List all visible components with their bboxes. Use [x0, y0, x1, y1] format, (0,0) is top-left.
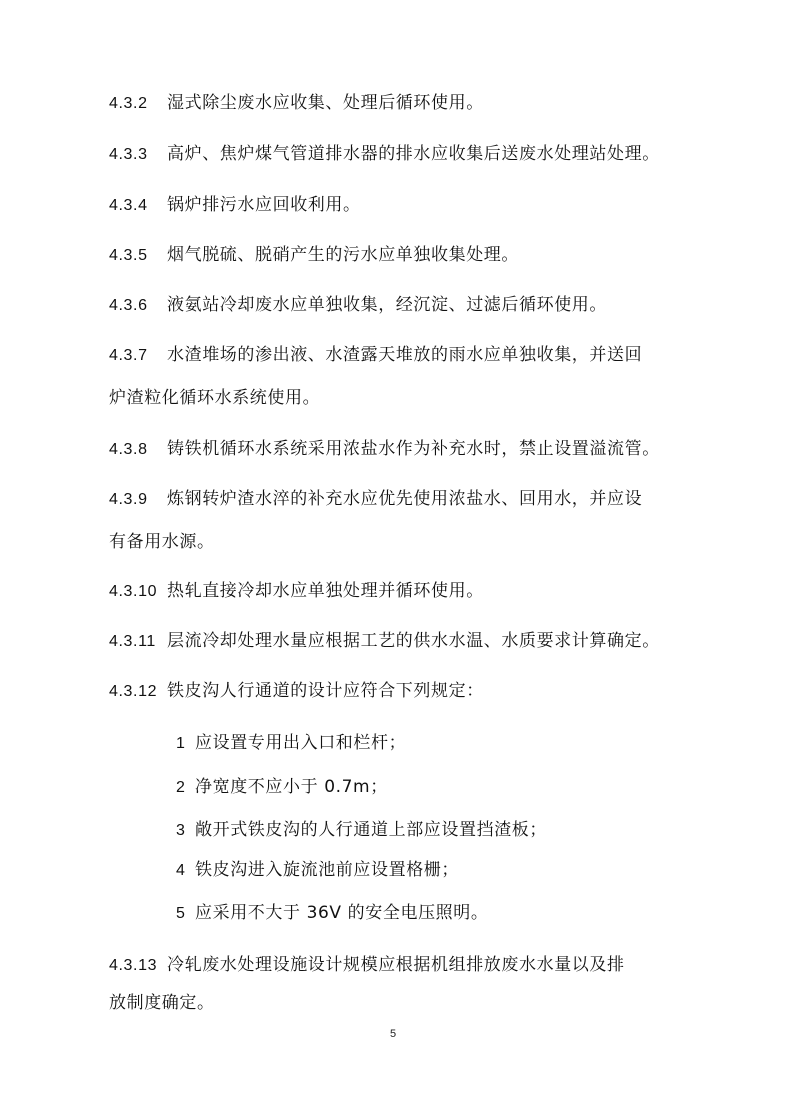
clause-text: 烟气脱硫、脱硝产生的污水应单独收集处理。 — [167, 245, 519, 265]
clause-number: 4.3.2 — [109, 95, 148, 112]
list-item — [176, 731, 406, 756]
clause-text: 热轧直接冷却水应单独处理并循环使用。 — [167, 581, 484, 601]
list-item-number: 1 — [176, 735, 186, 752]
clause-text: 铁皮沟人行通道的设计应符合下列规定： — [167, 681, 484, 701]
list-item-number: 5 — [176, 905, 186, 922]
list-item-text: 敞开式铁皮沟的人行通道上部应设置挡渣板； — [195, 820, 547, 840]
clause-text: 高炉、焦炉煤气管道排水器的排水应收集后送废水处理站处理。 — [167, 144, 660, 164]
clause-text: 湿式除尘废水应收集、处理后循环使用。 — [167, 93, 484, 113]
clause-number: 4.3.12 — [109, 683, 158, 700]
clause-4-3-13 — [109, 953, 625, 978]
list-item-number: 4 — [176, 862, 186, 879]
clause-text: 冷轧废水处理设施设计规模应根据机组排放废水水量以及排 — [167, 955, 625, 975]
list-item-text: 应设置专用出入口和栏杆； — [195, 733, 407, 753]
list-item-number: 2 — [176, 779, 186, 796]
clause-4-3-2 — [109, 91, 484, 116]
clause-text: 液氨站冷却废水应单独收集，经沉淀、过滤后循环使用。 — [167, 295, 607, 315]
list-item-text: 净宽度不应小于 0.7m； — [195, 777, 388, 797]
clause-number: 4.3.4 — [109, 197, 148, 214]
clause-4-3-3 — [109, 142, 660, 167]
clause-number: 4.3.3 — [109, 146, 148, 163]
clause-4-3-5 — [109, 243, 519, 268]
list-item — [176, 858, 459, 883]
clause-4-3-7 — [109, 343, 642, 368]
clause-number: 4.3.13 — [109, 957, 158, 974]
clause-text: 铸铁机循环水系统采用浓盐水作为补充水时，禁止设置溢流管。 — [167, 439, 660, 459]
list-item — [176, 775, 388, 800]
clause-text: 炼钢转炉渣水淬的补充水应优先使用浓盐水、回用水，并应设 — [167, 489, 643, 509]
clause-number: 4.3.9 — [109, 491, 148, 508]
clause-text: 层流冷却处理水量应根据工艺的供水水温、水质要求计算确定。 — [167, 631, 660, 651]
list-item — [176, 901, 488, 926]
clause-number: 4.3.8 — [109, 441, 148, 458]
clause-text: 锅炉排污水应回收利用。 — [167, 195, 361, 215]
list-item — [176, 818, 547, 843]
clause-number: 4.3.6 — [109, 297, 148, 314]
list-item-number: 3 — [176, 822, 186, 839]
clause-number: 4.3.7 — [109, 347, 148, 364]
clause-text: 水渣堆场的渗出液、水渣露天堆放的雨水应单独收集，并送回 — [167, 345, 643, 365]
clause-4-3-10 — [109, 579, 484, 604]
clause-number: 4.3.5 — [109, 247, 148, 264]
clause-4-3-11 — [109, 629, 660, 654]
clause-number: 4.3.11 — [109, 633, 156, 650]
clause-4-3-4 — [109, 193, 361, 218]
clause-number: 4.3.10 — [109, 583, 158, 600]
page-number: 5 — [389, 1028, 397, 1040]
list-item-text: 应采用不大于 36V 的安全电压照明。 — [195, 903, 489, 923]
clause-4-3-6 — [109, 293, 607, 318]
clause-4-3-7-continuation: 炉渣粒化循环水系统使用。 — [109, 388, 321, 408]
clause-4-3-13-continuation: 放制度确定。 — [109, 993, 215, 1013]
clause-4-3-9 — [109, 487, 642, 512]
clause-4-3-9-continuation: 有备用水源。 — [109, 532, 215, 552]
list-item-text: 铁皮沟进入旋流池前应设置格栅； — [195, 860, 459, 880]
clause-4-3-8 — [109, 437, 660, 462]
clause-4-3-12 — [109, 679, 484, 704]
